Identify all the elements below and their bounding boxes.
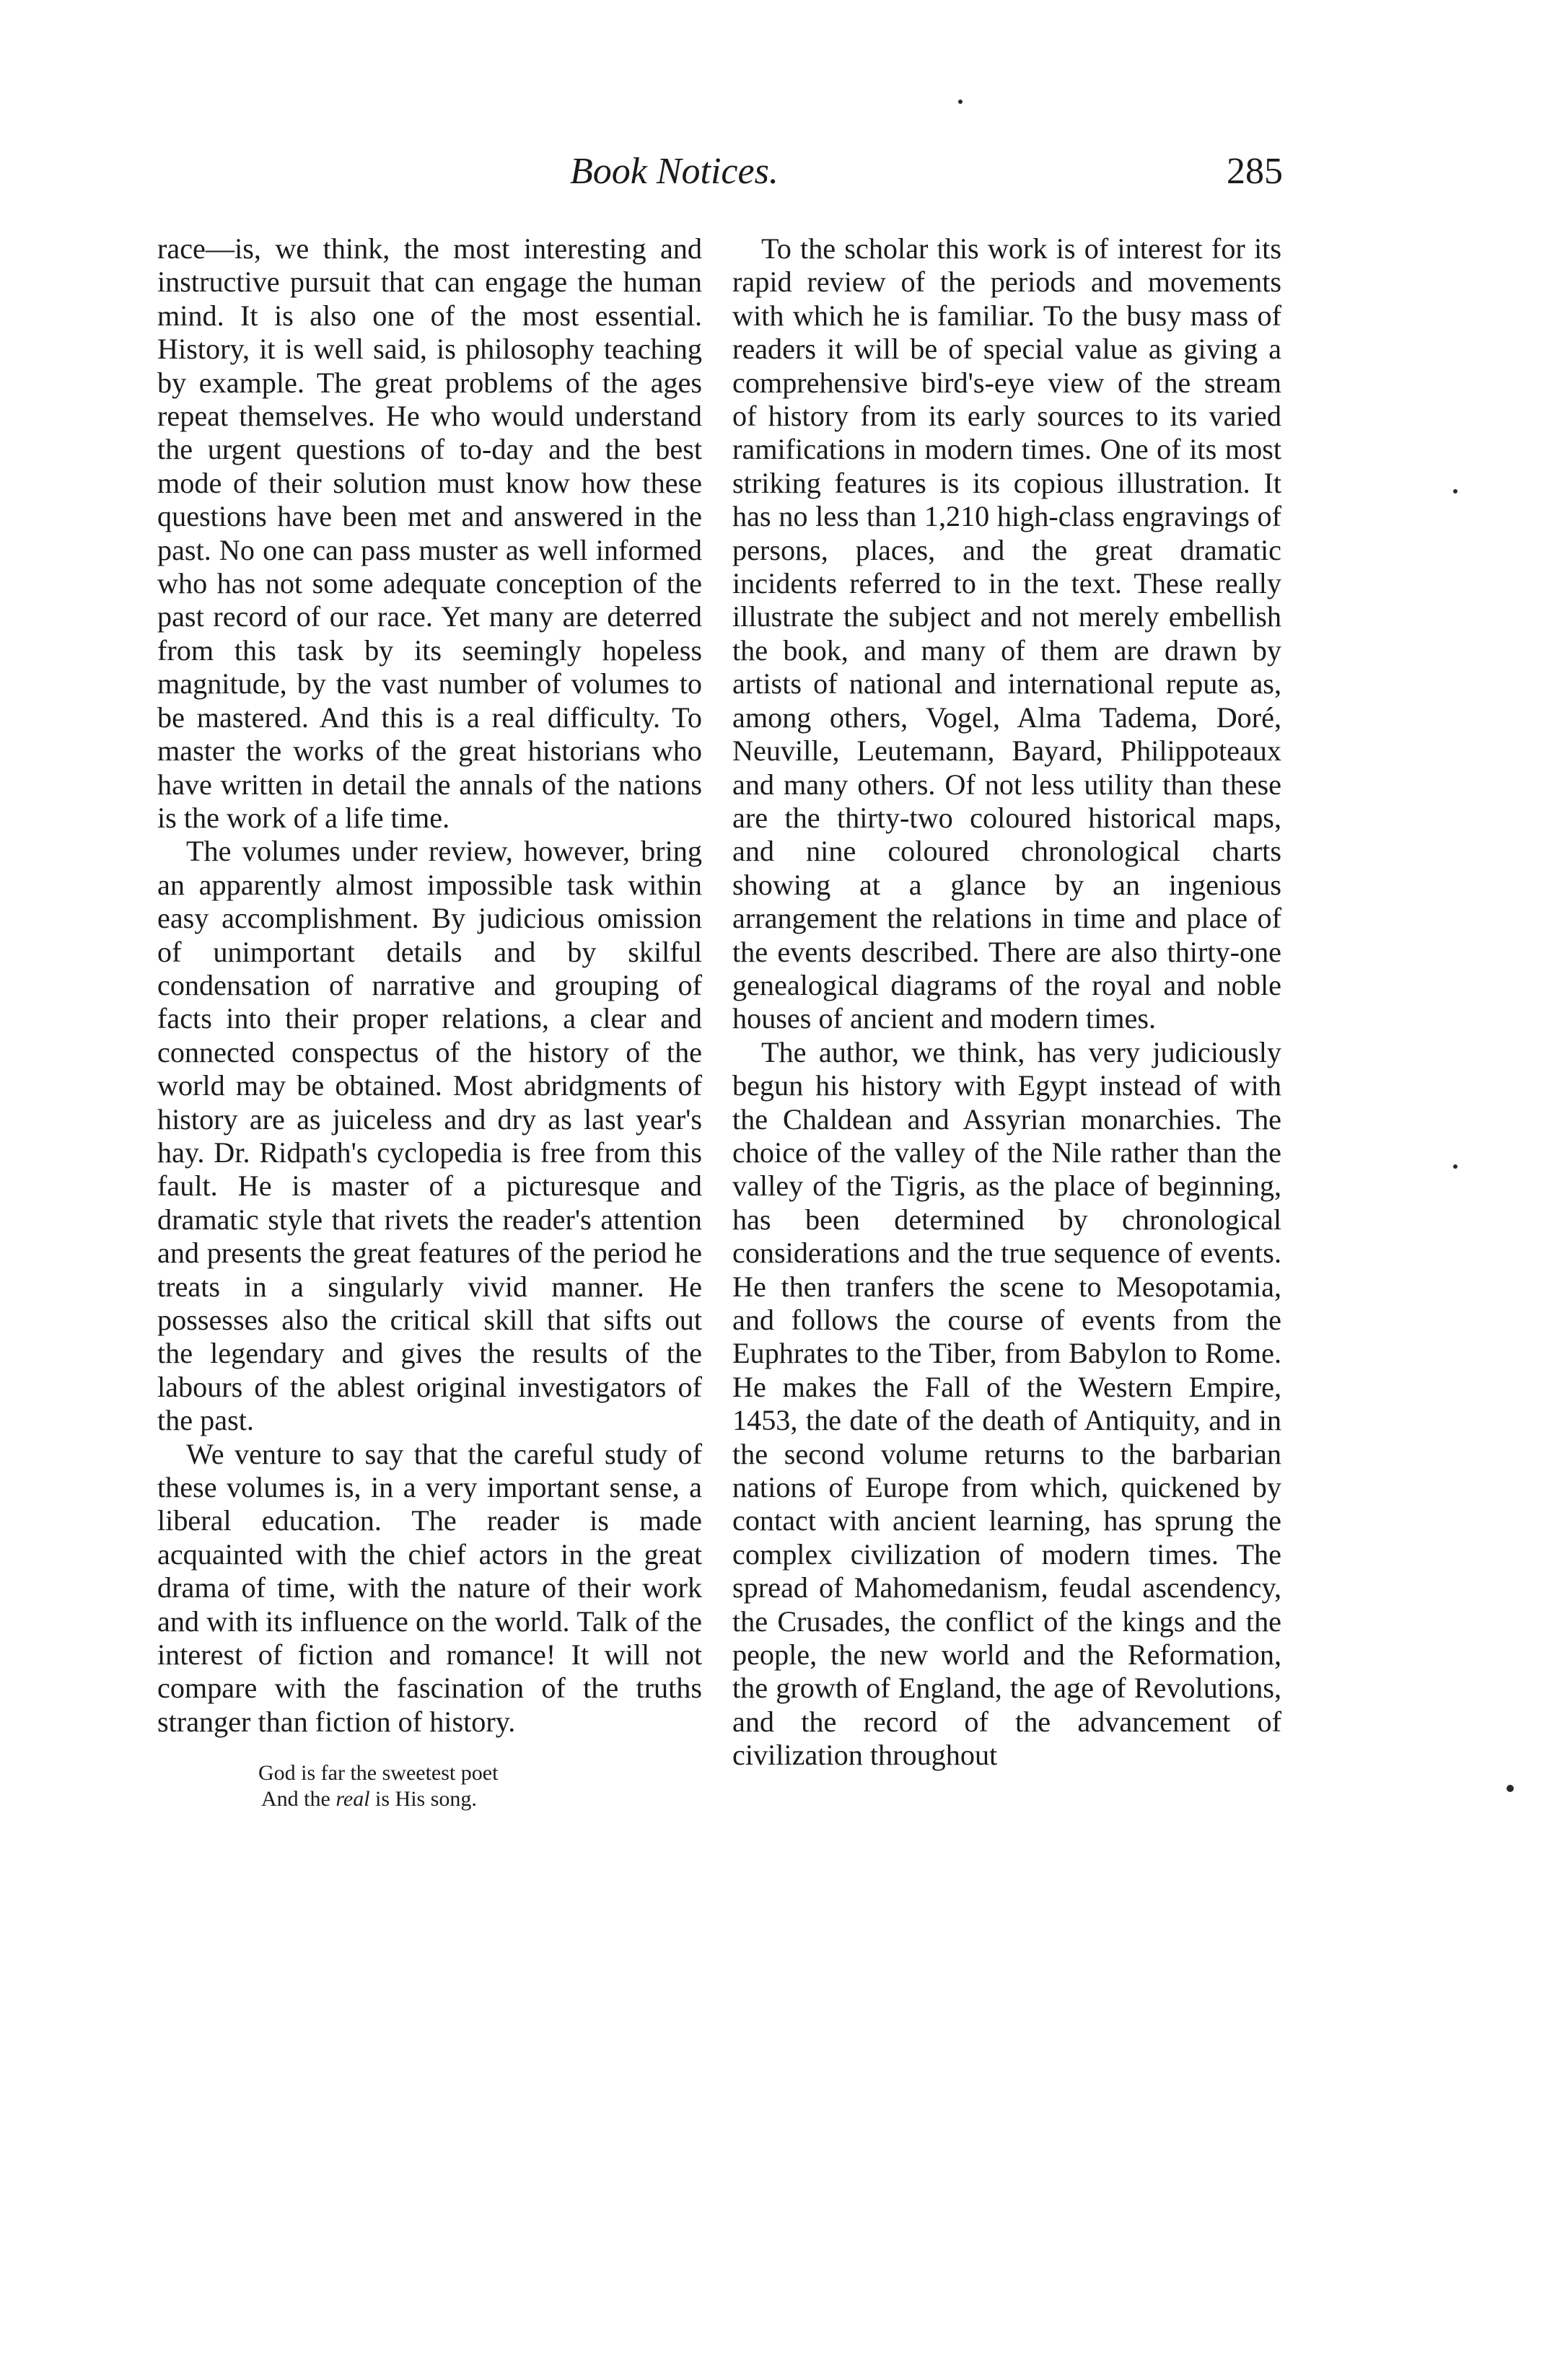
paragraph: To the scholar this work is of interest for its rapid review of the periods and movements with which he is familiar. To the busy mass of readers it will be of special value as giving a comprehensive bird's-eye view of the stream of history from its early sources to its varied ramifications in modern times. One of its most striking features is its copious illustration. It has no less than 1,210 high-class engravings of persons, places, and the great dramatic incidents referred to in the text. These really illustrate the subject and not merely embellish the book, and many of them are drawn by artists of national and international repute as, among others, Vogel, Alma Tadema, Doré, Neuville, Leutemann, Bayard, Philippoteaux and many others. Of not less utility than these are the thirty-two coloured historical maps, and nine coloured chronological charts showing at a glance by an ingenious arrangement the relations in time and place of the events described. There are also thirty-one genealogical diagrams of the royal and noble houses of ancient and modern times. <box>732 232 1281 1035</box>
print-speck <box>1507 1785 1514 1792</box>
print-speck <box>958 100 963 104</box>
left-column <box>157 232 702 1812</box>
paragraph: race—is, we think, the most interesting and instructive pursuit that can engage the human mind. It is also one of the most essential. History, it is well said, is philosophy teaching by example. The great problems of the ages repeat themselves. He who would understand the urgent questions of to-day and the best mode of their solution must know how these questions have been met and answered in the past. No one can pass muster as well informed who has not some adequate conception of the past record of our race. Yet many are deterred from this task by its seemingly hopeless magnitude, by the vast number of volumes to be mastered. And this is a real difficulty. To master the works of the great historians who have written in detail the annals of the nations is the work of a life time. <box>157 232 702 834</box>
page-number: 285 <box>1227 151 1283 192</box>
running-title: Book Notices. <box>570 151 779 192</box>
right-column <box>732 232 1281 1773</box>
poem-text: is His song. <box>369 1787 477 1812</box>
poem-line: God is far the sweetest poet <box>258 1761 499 1786</box>
poem-emphasis: real <box>336 1787 370 1812</box>
poem-line <box>258 1786 702 1812</box>
paragraph: The volumes under review, however, bring an apparently almost impossible task within easy accomplishment. By judicious omission of unimportant details and by skilful condensation of narrative and grouping of facts into their proper relations, a clear and connected conspectus of the history of the world may be obtained. Most abridgments of history are as juiceless and dry as last year's hay. Dr. Ridpath's cyclopedia is free from this fault. He is master of a picturesque and dramatic style that rivets the reader's attention and presents the great features of the period he treats in a singularly vivid manner. He possesses also the critical skill that sifts out the legendary and gives the results of the labours of the ablest original investigators of the past. <box>157 835 702 1437</box>
poem-quote <box>157 1760 702 1812</box>
paragraph: The author, we think, has very judiciously begun his history with Egypt instead of with the Chaldean and Assyrian monarchies. The choice of the valley of the Nile rather than the valley of the Tigris, as the place of beginning, has been determined by chronological considerations and the true sequence of events. He then tranfers the scene to Mesopotamia, and follows the course of events from the Euphrates to the Tiber, from Babylon to Rome. He makes the Fall of the Western Empire, 1453, the date of the death of Antiquity, and in the second volume returns to the barbarian nations of Europe from which, quickened by contact with ancient learning, has sprung the complex civilization of modern times. The spread of Mahomedanism, feudal ascendency, the Crusades, the conflict of the kings and the people, the new world and the Reformation, the growth of England, the age of Revolutions, and the record of the advancement of civilization throughout <box>732 1035 1281 1772</box>
print-speck <box>1453 1164 1457 1169</box>
print-speck <box>1453 489 1457 493</box>
paragraph: We venture to say that the careful study of these volumes is, in a very important sense, a liberal education. The reader is made acquainted with the chief actors in the great drama of time, with the nature of their work and with its influence on the world. Talk of the interest of fiction and romance! It will not compare with the fascination of the truths stranger than fiction of history. <box>157 1437 702 1738</box>
poem-text: And the <box>261 1787 336 1812</box>
page-header <box>0 143 1552 201</box>
